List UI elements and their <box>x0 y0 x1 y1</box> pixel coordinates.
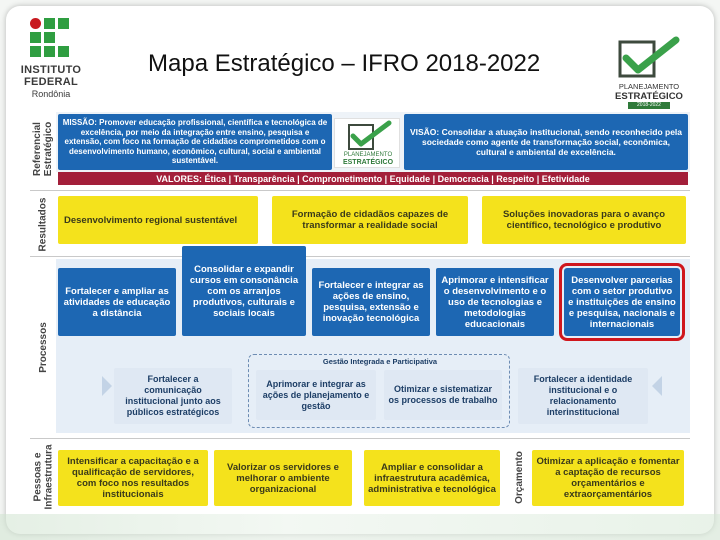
logo-text-federal: FEDERAL <box>23 76 79 88</box>
logo-text-rondonia: Rondônia <box>31 89 71 99</box>
arrow-right-shape <box>102 376 112 396</box>
valores-bar: VALORES: Ética | Transparência | Comprometimento | Equidade | Democracia | Respeito | Efetividade <box>58 172 688 185</box>
divider-processos <box>30 256 690 257</box>
processo-item-highlighted: Desenvolver parcerias com o setor produtivo e instituições de ensino e pesquisa, nacionais e internacionais <box>564 268 680 336</box>
logo-text-instituto: INSTITUTO <box>20 64 82 76</box>
strategic-map <box>30 112 690 514</box>
processo-item: Fortalecer a identidade institucional e o relacionamento interinstitucional <box>518 368 648 424</box>
decorative-footer <box>0 514 720 540</box>
pessoas-item: Intensificar a capacitação e a qualificação de servidores, com foco nos resultados institucionais <box>58 450 208 506</box>
planejamento-estrategico-logo <box>610 36 688 108</box>
ifro-logo-icon <box>30 18 70 62</box>
checkmark-icon <box>614 36 684 82</box>
band-label-pessoas: Pessoas e Infraestrutura <box>32 444 54 510</box>
band-label-referencial: Referencial Estratégico <box>32 121 54 177</box>
processo-item: Fortalecer e ampliar as atividades de educação a distância <box>58 268 176 336</box>
visao-box: VISÃO: Consolidar a atuação institucional, sendo reconhecido pela sociedade como agente de transformação social, econômica, cultural e ambiental de excelência. <box>404 114 688 170</box>
processo-item: Aprimorar e integrar as ações de planejamento e gestão <box>256 370 376 420</box>
processo-item: Otimizar e sistematizar os processos de trabalho <box>384 370 502 420</box>
band-label-resultados: Resultados <box>37 197 49 251</box>
resultado-item: Formação de cidadãos capazes de transformar a realidade social <box>272 196 468 244</box>
resultado-item: Soluções inovadoras para o avanço científico, tecnológico e produtivo <box>482 196 686 244</box>
pe-logo-line2: ESTRATÉGICO <box>615 91 683 102</box>
pe-logo-line1: PLANEJAMENTO <box>618 82 680 91</box>
pessoas-item: Valorizar os servidores e melhorar o ambiente organizacional <box>214 450 352 506</box>
pe-logo-period: 2018-2022 <box>628 102 670 109</box>
resultado-item: Desenvolvimento regional sustentável <box>58 196 258 244</box>
ifro-logo <box>10 12 92 102</box>
processo-item: Consolidar e expandir cursos em consonância com os arranjos produtivos, culturais e sociais locais <box>182 246 306 336</box>
center-logo-line2: ESTRATÉGICO <box>342 159 394 166</box>
processo-item: Fortalecer a comunicação institucional junto aos públicos estratégicos <box>114 368 232 424</box>
orcamento-item: Otimizar a aplicação e fomentar a captação de recursos orçamentários e extraorçamentários <box>532 450 684 506</box>
page-title: Mapa Estratégico – IFRO 2018-2022 <box>148 50 541 77</box>
center-logo <box>334 118 400 168</box>
band-label-orcamento: Orçamento <box>513 450 525 504</box>
center-checkmark-icon <box>335 119 401 153</box>
processo-item: Aprimorar e intensificar o desenvolvimento e o uso de tecnologias e metodologias educacionais <box>436 268 554 336</box>
band-label-processos: Processos <box>37 321 49 373</box>
gestao-integrada-label: Gestão Integrada e Participativa <box>322 357 438 366</box>
center-logo-line1: PLANEJAMENTO <box>343 152 393 158</box>
divider-resultados <box>30 190 690 191</box>
arrow-left-shape <box>652 376 662 396</box>
pessoas-item: Ampliar e consolidar a infraestrutura acadêmica, administrativa e tecnológica <box>364 450 500 506</box>
missao-box: MISSÃO: Promover educação profissional, científica e tecnológica de excelência, por meio da integração entre ensino, pesquisa e extensão, com foco na formação de cidadãos comprometidos com o desenvolvimento humano, econômico, cultural, social e ambiental sustentável. <box>58 114 332 170</box>
divider-pessoas <box>30 438 690 439</box>
processo-item: Fortalecer e integrar as ações de ensino, pesquisa, extensão e inovação tecnológica <box>312 268 430 336</box>
